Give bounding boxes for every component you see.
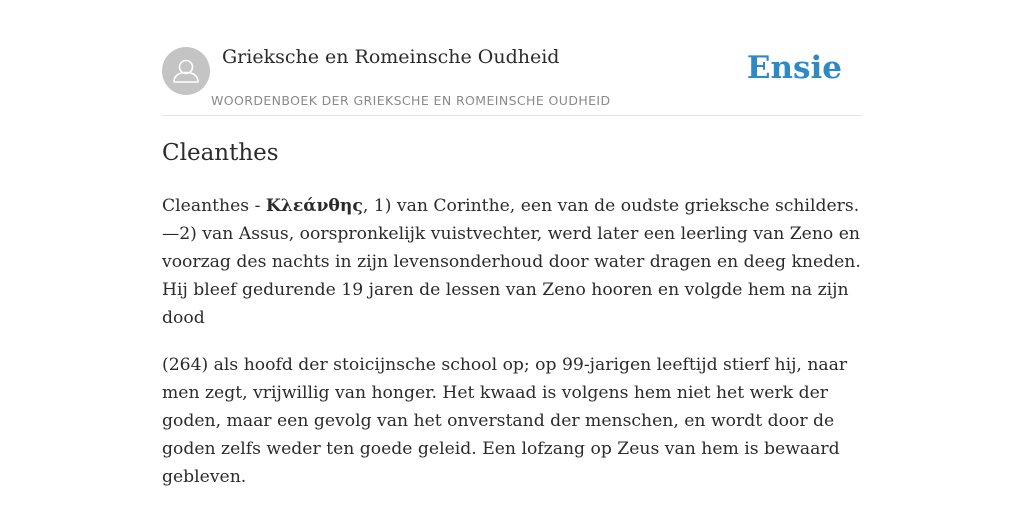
user-avatar-icon	[162, 47, 210, 95]
term-separator: -	[249, 196, 266, 216]
entry-paragraph-2: (264) als hoofd der stoicijnsche school op; op 99-jarigen leeftijd stierf hij, naar men zegt, vrijwillig van honger. Het kwaad is volgens hem niet het werk der goden, maar een gevolg van het onverstand der menschen, en wordt door de goden zelfs weder ten goede geleid. Een lofzang op Zeus van hem is bewaard gebleven.	[162, 355, 848, 487]
paragraph-1-text: , 1) van Corinthe, een van de oudste grieksche schilders. —2) van Assus, oorspronkelijk vuistvechter, werd later een leerling van Zeno en voorzag des nachts in zijn levensonderhoud door water dragen en deeg kneden. Hij bleef gedurende 19 jaren de lessen van Zeno hooren en volgde hem na zijn dood	[162, 196, 861, 328]
ensie-logo[interactable]: Ensie	[746, 50, 842, 86]
entry-title: Cleanthes	[162, 140, 279, 166]
entry-paragraph-1	[162, 192, 862, 332]
header-divider	[162, 115, 862, 116]
avatar[interactable]	[162, 47, 210, 95]
site-title[interactable]: Grieksche en Romeinsche Oudheid	[222, 46, 560, 68]
greek-term: Κλεάνθης	[265, 196, 363, 216]
entry-term: Cleanthes	[162, 196, 250, 216]
site-subtitle[interactable]: WOORDENBOEK DER GRIEKSCHE EN ROMEINSCHE OUDHEID	[211, 93, 611, 108]
